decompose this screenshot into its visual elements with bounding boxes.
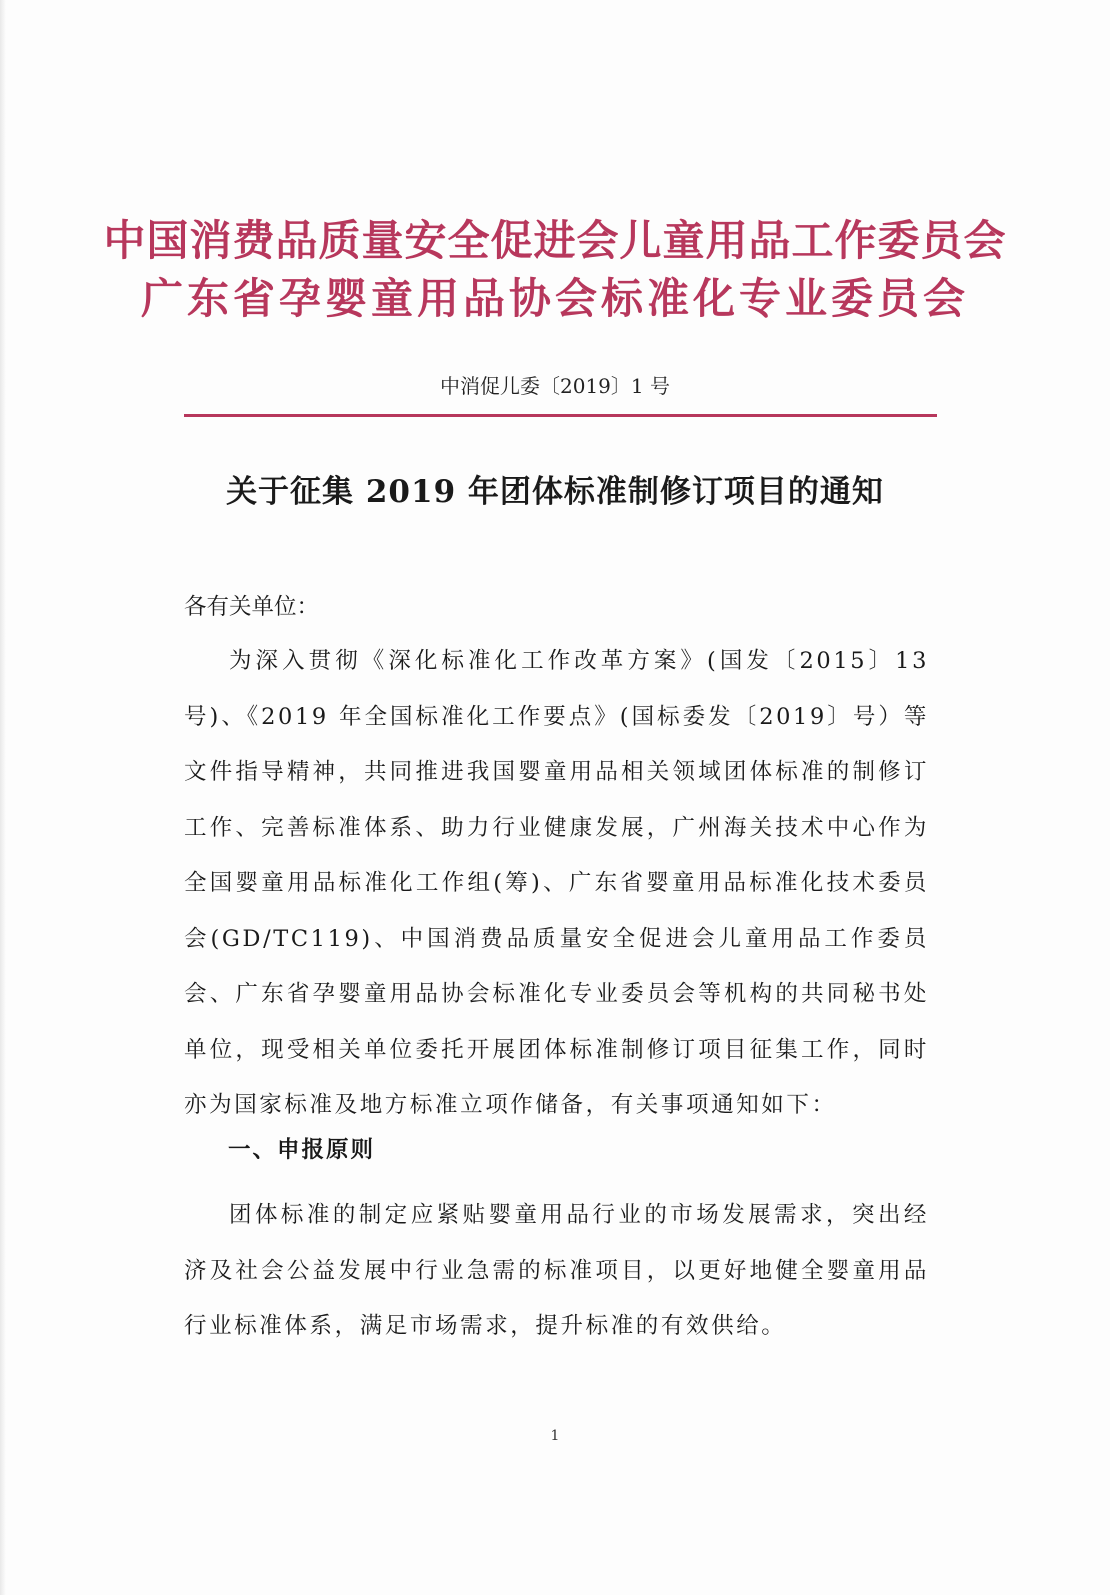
body-paragraph-1: 为深入贯彻《深化标准化工作改革方案》(国发〔2015〕13 号)、《2019 年全国标准化工作要点》(国标委发〔2019〕号）等文件指导精神，共同推进我国婴童用品相关领域团体标准的制修订工作、完善标准体系、助力行业健康发展，广州海关技术中心作为全国婴童用品标准化工作组(筹)、广东省婴童用品标准化技术委员会(GD/TC119)、中国消费品质量安全促进会儿童用品工作委员会、广东省孕婴童用品协会标准化专业委员会等机构的共同秘书处单位，现受相关单位委托开展团体标准制修订项目征集工作，同时亦为国家标准及地方标准立项作储备，有关事项通知如下： <box>184 648 929 1118</box>
page-number: 1 <box>550 1428 560 1444</box>
document-number: 中消促儿委〔2019〕1 号 <box>440 374 670 398</box>
section-heading-1: 一、申报原则 <box>228 1137 376 1163</box>
salutation: 各有关单位： <box>184 594 320 620</box>
header-divider-rule <box>184 414 937 417</box>
body-paragraph-2: 团体标准的制定应紧贴婴童用品行业的市场发展需求，突出经济及社会公益发展中行业急需的标准项目，以更好地健全婴童用品行业标准体系，满足市场需求，提升标准的有效供给。 <box>184 1202 929 1339</box>
document-title: 关于征集 2019 年团体标准制修订项目的通知 <box>226 474 884 510</box>
issuing-org-line-1: 中国消费品质量安全促进会儿童用品工作委员会 <box>103 216 1007 265</box>
issuing-org-line-2: 广东省孕婴童用品协会标准化专业委员会 <box>140 274 969 323</box>
